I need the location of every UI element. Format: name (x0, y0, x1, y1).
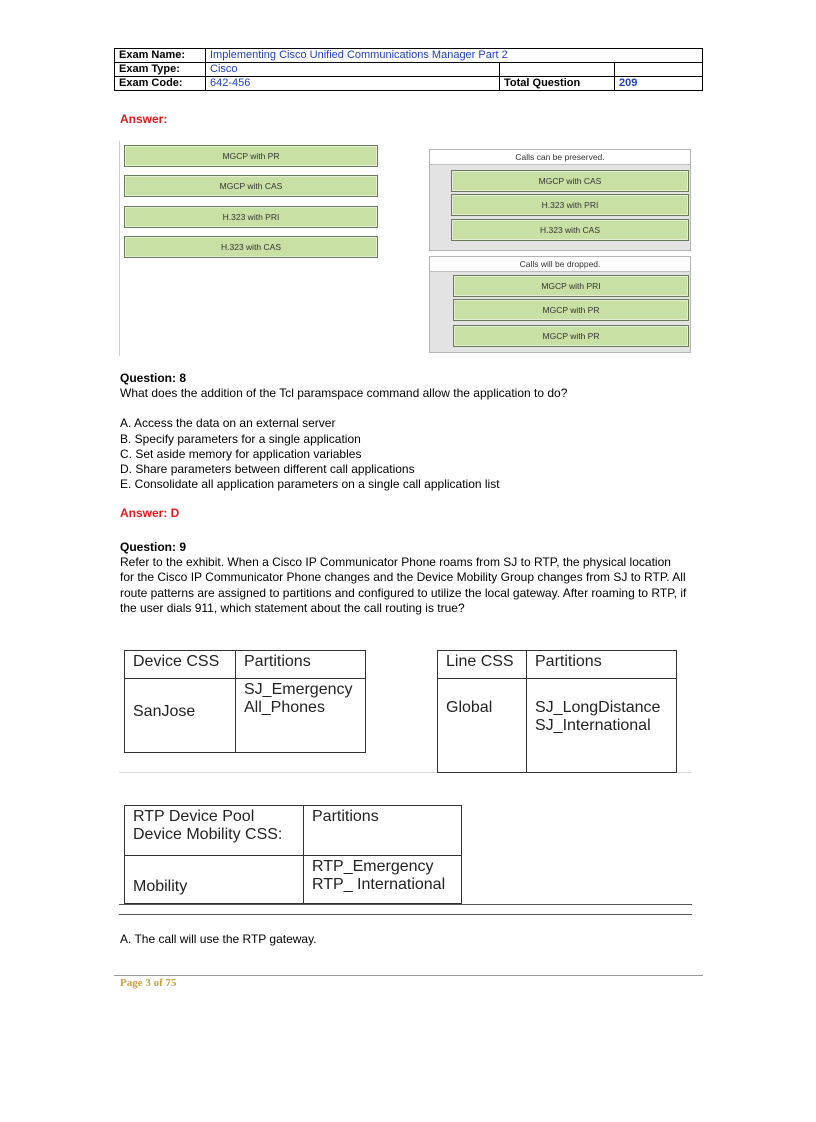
partition: SJ_International (535, 717, 651, 734)
partition: SJ_Emergency (244, 681, 353, 698)
question-text: Refer to the exhibit. When a Cisco IP Communicator Phone roams from SJ to RTP, the physical location for the Cisco IP Communicator Phone changes and the Device Mobility Group changes from SJ to RTP. All route patterns are assigned to partitions and configured to utilize the local gateway. After roaming to RTP, if the user dials 911, which statement about the call routing is true? (120, 555, 687, 615)
exam-code-label: Exam Code: (115, 77, 206, 91)
table-cell: Global (438, 679, 527, 773)
total-question-value: 209 (615, 77, 703, 91)
calls-preserved-panel (429, 149, 691, 251)
partition: All_Phones (244, 699, 325, 716)
answer-item: H.323 with CAS (124, 236, 378, 258)
table-cell: Mobility (125, 856, 304, 904)
divider (119, 914, 692, 915)
table-header: Partitions (527, 651, 677, 679)
calls-dropped-panel (429, 256, 691, 353)
footer-rule (114, 975, 703, 976)
panel-title: Calls will be dropped. (430, 257, 690, 272)
option-a: A. The call will use the RTP gateway. (120, 932, 317, 946)
option-c: C. Set aside memory for application variables (120, 446, 362, 461)
answer-label: Answer: (120, 112, 168, 126)
divider (119, 904, 692, 905)
table-header: Line CSS (438, 651, 527, 679)
answer-item: H.323 with PRI (124, 206, 378, 228)
exam-header-table (114, 48, 703, 91)
table-header: Partitions (236, 651, 366, 679)
answer-item: MGCP with PR (453, 325, 689, 347)
question-label: Question: 8 (120, 371, 187, 385)
exam-name: Implementing Cisco Unified Communications Manager Part 2 (206, 49, 703, 63)
answer-item: MGCP with PR (124, 145, 378, 167)
answer-item: H.323 with CAS (451, 219, 689, 241)
table-header: Device CSS (125, 651, 236, 679)
table-header: Partitions (304, 806, 462, 856)
rtp-device-pool-table (124, 805, 462, 904)
total-question-label: Total Question (500, 77, 615, 91)
page-number: Page 3 of 75 (120, 977, 177, 989)
exam-name-label: Exam Name: (115, 49, 206, 63)
answer-item: MGCP with CAS (124, 175, 378, 197)
question-8 (120, 371, 690, 522)
option-a: A. Access the data on an external server (120, 416, 336, 431)
empty-cell (500, 63, 615, 77)
question-label: Question: 9 (120, 540, 187, 554)
question-text: What does the addition of the Tcl paramspace command allow the application to do? (120, 386, 568, 401)
line-css-table (437, 650, 677, 773)
partitions-exhibit (119, 646, 692, 916)
answer-item: MGCP with PRI (453, 275, 689, 297)
table-header: RTP Device Pool (133, 808, 255, 825)
option-b: B. Specify parameters for a single application (120, 431, 361, 446)
drag-drop-exhibit (119, 141, 696, 356)
partition: RTP_Emergency (312, 858, 434, 875)
exam-type-label: Exam Type: (115, 63, 206, 77)
answer-item: MGCP with PR (453, 299, 689, 321)
panel-title: Calls can be preserved. (430, 150, 690, 165)
option-e: E. Consolidate all application parameters on a single call application list (120, 477, 500, 492)
table-cell: SanJose (125, 679, 236, 753)
answer-item: H.323 with PRI (451, 194, 689, 216)
exam-type: Cisco (206, 63, 500, 77)
partition: RTP_ International (312, 876, 446, 893)
option-d: D. Share parameters between different call applications (120, 462, 415, 477)
partition: SJ_LongDistance (535, 699, 661, 716)
answer-8: Answer: D (120, 506, 180, 521)
table-header: Device Mobility CSS: (133, 826, 283, 843)
question-9 (120, 540, 688, 616)
device-css-table (124, 650, 366, 753)
empty-cell (615, 63, 703, 77)
answer-item: MGCP with CAS (451, 170, 689, 192)
exam-code: 642-456 (206, 77, 500, 91)
